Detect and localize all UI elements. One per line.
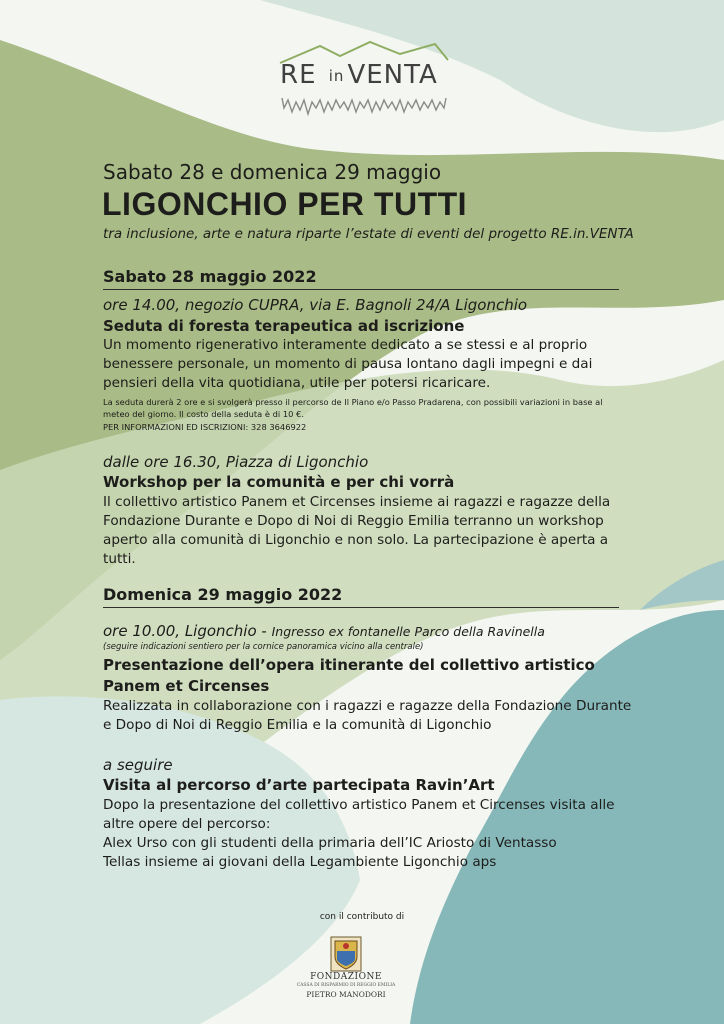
foundation-name: FONDAZIONE <box>310 972 382 982</box>
event-dates: Sabato 28 e domenica 29 maggio <box>103 160 442 184</box>
page-title: LIGONCHIO PER TUTTI <box>102 186 468 222</box>
page-subtitle: tra inclusione, arte e natura riparte l’estate di eventi del progetto RE.in.VENTA <box>103 226 634 242</box>
event-time: a seguire <box>103 756 173 774</box>
divider <box>103 607 619 608</box>
foundation-crest-icon <box>329 935 363 973</box>
event-description: Alex Urso con gli studenti della primaria dell’IC Ariosto di Ventasso <box>103 835 557 851</box>
event-title: Presentazione dell’opera itinerante del collettivo artistico <box>103 656 595 674</box>
event-description: Dopo la presentazione del collettivo artistico Panem et Circenses visita alle <box>103 797 615 813</box>
day1-heading: Sabato 28 maggio 2022 <box>103 267 317 286</box>
foundation-subtitle: CASSA DI RISPARMIO DI REGGIO EMILIA <box>296 983 396 988</box>
event-description: Il collettivo artistico Panem et Circenses insieme ai ragazzi e ragazze della Fondazione Durante e Dopo di Noi di Reggio Emilia terranno un workshop aperto alla comunità di Ligonchio e non solo. La partecipazione è aperta a tutti. <box>103 494 611 567</box>
event-time: ore 10.00, Ligonchio - Ingresso ex fontanelle Parco della Ravinella <box>103 622 545 640</box>
event-description: Un momento rigenerativo interamente dedicato a se stessi e al proprio benessere personale, un momento di pausa lontano dagli impegni e dai pensieri della vita quotidiana, utile per potersi ricaricare. <box>103 337 593 391</box>
event-contact-info: PER INFORMAZIONI ED ISCRIZIONI: 328 3646922 <box>103 422 307 432</box>
event-title: Visita al percorso d’arte partecipata Ravin’Art <box>103 776 495 794</box>
event-details: La seduta durerà 2 ore e si svolgerà presso il percorso de Il Piano e/o Passo Pradarena, con possibili variazioni in base al meteo del giorno. Il costo della seduta è di 10 €. <box>103 397 603 419</box>
event-description: altre opere del percorso: <box>103 816 271 832</box>
event-time: ore 14.00, negozio CUPRA, via E. Bagnoli 24/A Ligonchio <box>103 296 528 314</box>
event-time: dalle ore 16.30, Piazza di Ligonchio <box>103 453 369 471</box>
event-description: Realizzata in collaborazione con i ragazzi e ragazze della Fondazione Durante e Dopo di Noi di Reggio Emilia e la comunità di Ligonchio <box>103 698 632 733</box>
event-title: Seduta di foresta terapeutica ad iscrizione <box>103 317 465 335</box>
sponsor-label: con il contributo di <box>319 912 405 922</box>
foundation-person: PIETRO MANODORI <box>306 990 386 999</box>
event-title: Panem et Circenses <box>103 677 270 695</box>
divider <box>103 289 619 290</box>
day2-heading: Domenica 29 maggio 2022 <box>103 585 343 604</box>
brand-logo-text: RE in VENTA <box>280 60 438 90</box>
event-note: (seguire indicazioni sentiero per la cornice panoramica vicino alla centrale) <box>103 642 424 652</box>
event-description: Tellas insieme ai giovani della Legambiente Ligonchio aps <box>103 854 497 870</box>
event-title: Workshop per la comunità e per chi vorrà <box>103 473 455 491</box>
